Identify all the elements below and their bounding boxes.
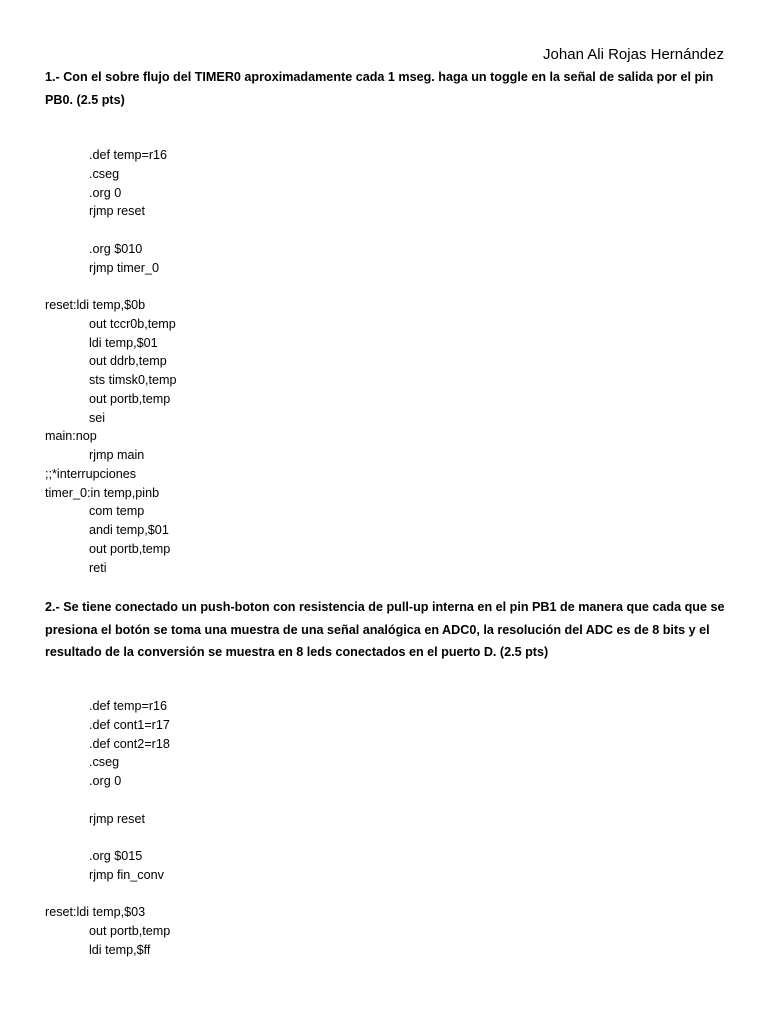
- code-line: [45, 941, 170, 960]
- code-line: [45, 334, 176, 353]
- code-instruction: ldi temp,$0b: [76, 298, 146, 312]
- code-instruction: .org 0: [89, 774, 122, 788]
- code-line: [45, 735, 170, 754]
- code-line: [45, 502, 176, 521]
- code-instruction: .org $015: [89, 849, 143, 863]
- code-line: [45, 184, 176, 203]
- code-instruction: out portb,temp: [89, 391, 171, 406]
- code-line: [45, 409, 176, 428]
- code-line: [45, 221, 176, 240]
- code-instruction: com temp: [89, 504, 145, 519]
- code-instruction: rjmp fin_conv: [89, 867, 164, 882]
- code-line: [45, 753, 170, 772]
- code-line: [45, 484, 176, 503]
- code-block-2: [45, 697, 170, 960]
- code-instruction: in temp,pinb: [90, 485, 160, 500]
- code-line: [45, 165, 176, 184]
- code-instruction: .def temp=r16: [89, 699, 168, 713]
- code-instruction: sts timsk0,temp: [89, 373, 177, 387]
- code-line: [45, 521, 176, 540]
- code-line: [45, 240, 176, 259]
- code-line: [45, 371, 176, 390]
- code-line: [45, 146, 176, 165]
- code-instruction: sei: [89, 410, 106, 425]
- code-label: main:: [45, 429, 76, 444]
- code-label: timer_0:: [45, 485, 91, 500]
- code-instruction: reti: [89, 560, 107, 575]
- code-line: [45, 540, 176, 559]
- code-line: [45, 791, 170, 810]
- code-instruction: out tccr0b,temp: [89, 316, 176, 331]
- code-line: [45, 772, 170, 791]
- code-instruction: .def cont1=r17: [89, 717, 170, 732]
- code-line: [45, 559, 176, 578]
- code-label: reset:: [45, 298, 77, 312]
- author-name: Johan Ali Rojas Hernández: [543, 46, 724, 63]
- code-line: [45, 716, 170, 735]
- code-line: [45, 446, 176, 465]
- code-line: [45, 296, 176, 315]
- code-line: [45, 390, 176, 409]
- question-2: 2.- Se tiene conectado un push-boton con resistencia de pull-up interna en el pin PB1 de manera que cada que se presiona el botón se toma una muestra de una señal analógica en ADC0, la resolución del ADC es de 8 bits y el resultado de la conversión se muestra en 8 leds conectados en el puerto D. (2.5 pts): [45, 600, 725, 659]
- code-line: [45, 352, 176, 371]
- code-block-1: [45, 146, 176, 577]
- code-line: [45, 903, 170, 922]
- code-instruction: rjmp reset: [89, 811, 145, 826]
- question-1: 1.- Con el sobre flujo del TIMER0 aproximadamente cada 1 mseg. haga un toggle en la señal de salida por el pin PB0. (2.5 pts): [45, 70, 714, 107]
- code-line: [45, 202, 176, 221]
- code-line: [45, 828, 170, 847]
- code-line: [45, 697, 170, 716]
- code-line: [45, 922, 170, 941]
- code-instruction: ldi temp,$ff: [89, 942, 151, 957]
- code-instruction: .def cont2=r18: [89, 736, 170, 751]
- code-line: [45, 847, 170, 866]
- code-line: [45, 315, 176, 334]
- code-instruction: rjmp reset: [89, 204, 145, 219]
- code-instruction: out ddrb,temp: [89, 354, 167, 369]
- code-line: [45, 810, 170, 829]
- code-line: [45, 277, 176, 296]
- code-instruction: andi temp,$01: [89, 523, 169, 537]
- code-line: [45, 259, 176, 278]
- code-instruction: .org 0: [89, 185, 122, 200]
- code-instruction: ldi temp,$01: [89, 335, 158, 350]
- code-instruction: rjmp timer_0: [89, 260, 159, 275]
- code-instruction: .cseg: [89, 166, 120, 181]
- code-label: ;;*interrupciones: [45, 466, 137, 481]
- code-line: [45, 427, 176, 446]
- code-instruction: ldi temp,$03: [76, 905, 146, 920]
- code-instruction: .org $010: [89, 241, 143, 256]
- code-instruction: out portb,temp: [89, 924, 171, 938]
- code-instruction: .cseg: [89, 755, 120, 770]
- code-instruction: rjmp main: [89, 448, 145, 462]
- code-line: [45, 885, 170, 904]
- code-instruction: out portb,temp: [89, 541, 171, 556]
- code-instruction: .def temp=r16: [89, 148, 168, 162]
- code-line: [45, 866, 170, 885]
- code-line: [45, 465, 176, 484]
- code-instruction: nop: [75, 429, 97, 444]
- code-label: reset:: [45, 905, 77, 920]
